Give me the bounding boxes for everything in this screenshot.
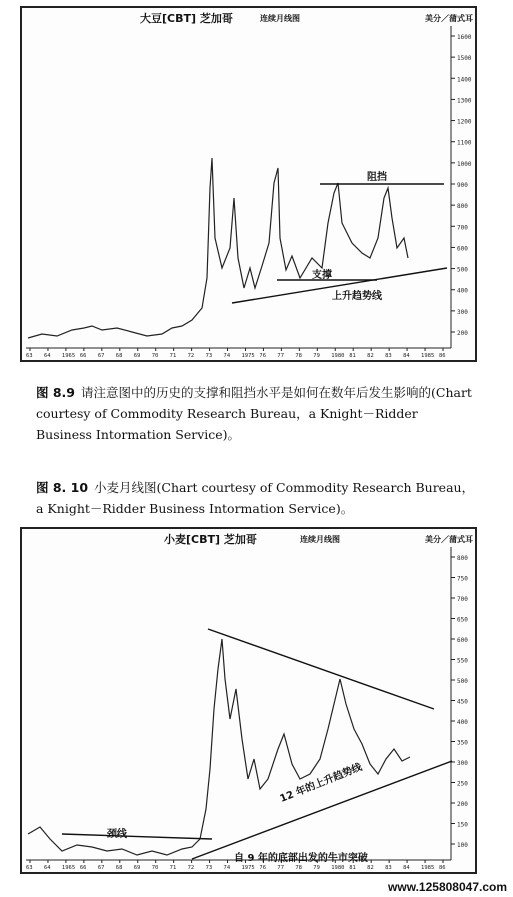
y-tick-label: 800 [457, 555, 468, 562]
x-tick-label: 77 [277, 353, 285, 359]
x-tick-label: 73 [205, 865, 213, 871]
x-tick-label: 72 [187, 865, 195, 871]
x-tick-label: 1985 [421, 353, 435, 359]
chart-unit: 美分／蒲式耳 [425, 14, 473, 23]
caption-label: 图 8.9 [36, 385, 75, 400]
x-tick-label: 86 [439, 865, 446, 871]
x-tick-label: 76 [259, 353, 267, 359]
x-tick-label: 74 [223, 865, 231, 871]
y-tick-label: 700 [457, 224, 468, 232]
y-tick-label: 150 [457, 821, 468, 829]
x-tick-label: 1975 [241, 865, 255, 871]
y-tick-label: 200 [457, 801, 468, 808]
y-tick-label: 1200 [457, 118, 472, 126]
x-tick-label: 77 [277, 865, 285, 871]
y-tick-label: 550 [457, 657, 468, 665]
x-tick-label: 66 [79, 353, 87, 359]
caption-label: 图 8. 10 [36, 480, 89, 495]
price-series-line [28, 158, 408, 338]
y-tick-label: 1100 [457, 139, 472, 147]
soybean-chart [20, 6, 477, 362]
y-tick-label: 100 [457, 842, 468, 849]
y-tick-label: 300 [457, 308, 468, 316]
support-label: 支撑 [312, 270, 332, 281]
x-tick-label: 81 [349, 353, 356, 359]
x-tick-label: 64 [43, 865, 51, 871]
y-tick-label: 1400 [457, 76, 472, 84]
chart-subtitle: 连续月线图 [300, 535, 340, 544]
y-tick-label: 350 [457, 739, 468, 747]
y-tick-label: 1500 [457, 55, 472, 63]
chart-subtitle: 连续月线图 [260, 14, 300, 23]
y-tick-label: 400 [457, 287, 468, 295]
y-tick-label: 1300 [457, 97, 472, 105]
x-tick-label: 83 [385, 865, 392, 871]
y-tick-label: 500 [457, 678, 468, 685]
x-tick-label: 70 [151, 865, 159, 871]
x-tick-label: 67 [97, 865, 105, 871]
y-tick-label: 900 [457, 182, 468, 189]
x-tick-label: 66 [79, 865, 87, 871]
y-tick-label: 1000 [457, 160, 472, 168]
wheat-chart [20, 527, 477, 874]
downtrend-line [208, 629, 434, 709]
resistance-label: 阻挡 [367, 172, 387, 183]
x-tick-label: 73 [205, 353, 213, 359]
caption-text: 小麦月线图(Chart courtesy of Commodity Research Bureau，a Knight－Ridder Business Intormation Service)。 [36, 480, 475, 516]
chart-unit: 美分／蒲式耳 [425, 535, 473, 544]
x-tick-label: 84 [403, 353, 410, 359]
y-tick-label: 450 [457, 698, 468, 706]
x-tick-label: 70 [151, 353, 159, 359]
x-tick-label: 64 [43, 353, 51, 359]
trendline-label: 12 年的上升趋势线 [278, 761, 364, 805]
chart-title: 大豆[CBT] 芝加哥 [140, 12, 233, 25]
y-tick-label: 600 [457, 245, 468, 253]
wheat-chart-svg [22, 529, 475, 872]
x-tick-label: 1985 [421, 865, 435, 871]
trendline-label: 上升趋势线 [332, 291, 382, 302]
neckline-label: 颈线 [107, 829, 127, 840]
x-tick-label: 79 [313, 865, 320, 871]
y-tick-label: 400 [457, 719, 468, 726]
x-tick-label: 84 [403, 865, 410, 871]
x-tick-label: 76 [259, 865, 267, 871]
x-tick-label: 67 [97, 353, 105, 359]
x-tick-label: 83 [385, 353, 392, 359]
y-tick-label: 700 [457, 596, 468, 603]
x-tick-label: 82 [367, 865, 374, 871]
x-tick-label: 1965 [61, 353, 76, 359]
y-tick-label: 750 [457, 575, 468, 583]
watermark: www.125808047.com [388, 880, 507, 894]
figure-8-9-caption [36, 382, 476, 445]
x-tick-label: 78 [295, 865, 302, 871]
y-tick-label: 500 [457, 266, 468, 274]
x-tick-label: 78 [295, 353, 302, 359]
y-tick-label: 300 [457, 760, 468, 767]
y-tick-label: 600 [457, 637, 468, 644]
x-tick-label: 69 [133, 353, 141, 359]
x-tick-label: 63 [26, 353, 33, 359]
neckline [62, 834, 212, 839]
x-tick-label: 71 [169, 865, 177, 871]
y-tick-label: 650 [457, 616, 468, 624]
x-tick-label: 68 [115, 865, 123, 871]
x-tick-label: 86 [439, 353, 446, 359]
x-tick-label: 68 [115, 353, 123, 359]
x-tick-label: 74 [223, 353, 231, 359]
x-tick-label: 1980 [331, 865, 345, 871]
x-tick-label: 81 [349, 865, 356, 871]
soybean-chart-svg [22, 8, 475, 360]
x-tick-label: 79 [313, 353, 320, 359]
x-tick-label: 82 [367, 353, 374, 359]
chart-title: 小麦[CBT] 芝加哥 [164, 533, 257, 546]
x-tick-label: 63 [26, 865, 33, 871]
caption-text: 请注意图中的历史的支撑和阻挡水平是如何在数年后发生影响的(Chart courtesy of Commodity Research Bureau，a Knight－Ridder Business Intormation Service)。 [36, 385, 472, 442]
y-tick-label: 200 [457, 330, 468, 337]
price-series-line [28, 639, 410, 855]
x-tick-label: 1980 [331, 353, 345, 359]
x-tick-label: 72 [187, 353, 195, 359]
y-tick-label: 800 [457, 203, 468, 211]
x-tick-label: 71 [169, 353, 177, 359]
x-tick-label: 69 [133, 865, 141, 871]
x-tick-label: 1975 [241, 353, 255, 359]
breakout-label: 自 9 年的底部出发的牛市突破 [234, 853, 368, 864]
figure-8-10-caption [36, 477, 476, 519]
y-tick-label: 1600 [457, 34, 472, 41]
x-tick-label: 1965 [61, 865, 76, 871]
y-tick-label: 250 [457, 780, 468, 788]
